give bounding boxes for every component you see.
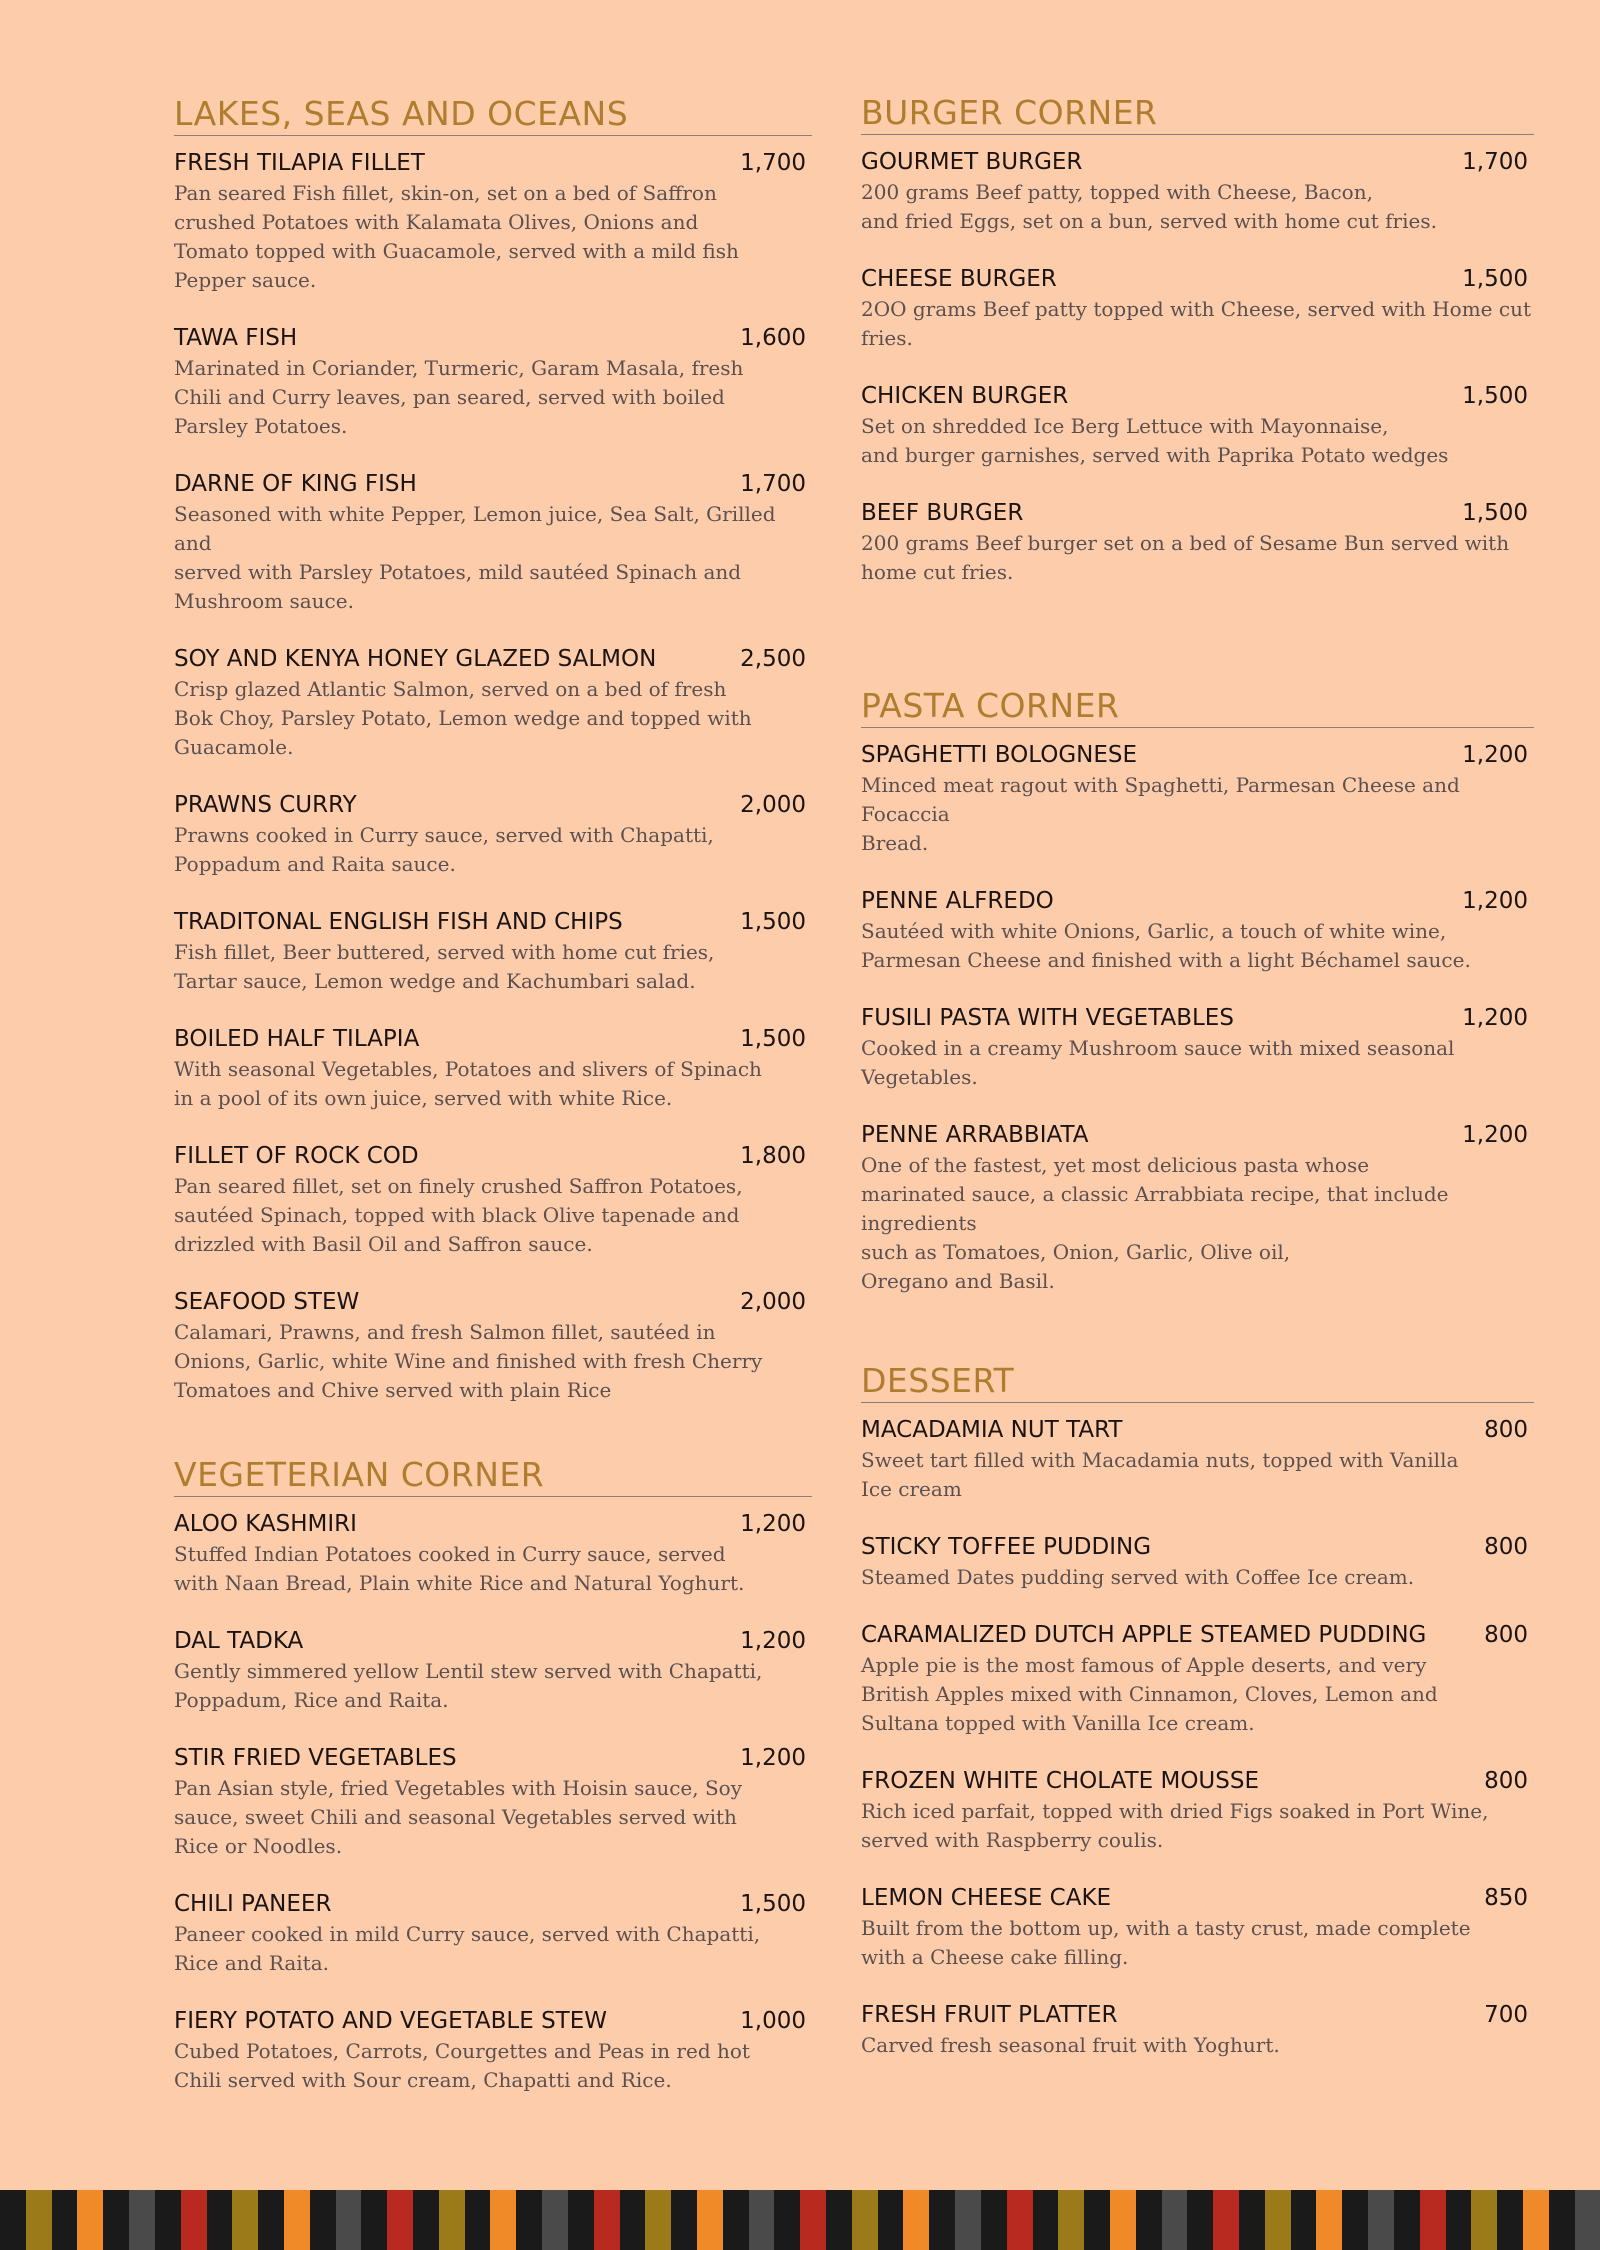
decorative-stripe-border bbox=[0, 2190, 1600, 2250]
stripe-segment bbox=[723, 2190, 749, 2250]
stripe-segment bbox=[697, 2190, 723, 2250]
stripe-segment bbox=[1136, 2190, 1162, 2250]
section-divider bbox=[861, 727, 1534, 728]
dish-name: SEAFOOD STEW bbox=[174, 1289, 360, 1315]
stripe-segment bbox=[1446, 2190, 1472, 2250]
section-title: BURGER CORNER bbox=[861, 93, 1158, 132]
menu-item-header bbox=[861, 381, 1534, 412]
stripe-segment bbox=[0, 2190, 26, 2250]
dish-price: 1,500 bbox=[740, 1891, 806, 1917]
dish-name: TAWA FISH bbox=[174, 325, 298, 351]
menu-item-header bbox=[861, 1883, 1534, 1914]
menu-item-header bbox=[174, 1743, 812, 1774]
stripe-segment bbox=[852, 2190, 878, 2250]
dish-description: 200 grams Beef patty, topped with Cheese, Bacon, and fried Eggs, set on a bun, served with home cut fries. bbox=[861, 180, 1437, 233]
menu-item bbox=[174, 148, 812, 295]
stripe-segment bbox=[1110, 2190, 1136, 2250]
dish-name: BOILED HALF TILAPIA bbox=[174, 1026, 420, 1052]
dish-name: FUSILI PASTA WITH VEGETABLES bbox=[861, 1005, 1234, 1031]
menu-item bbox=[174, 323, 812, 441]
stripe-segment bbox=[1007, 2190, 1033, 2250]
menu-item bbox=[861, 498, 1534, 587]
dish-name: SOY AND KENYA HONEY GLAZED SALMON bbox=[174, 646, 657, 672]
dish-price: 2,000 bbox=[740, 792, 806, 818]
stripe-segment bbox=[981, 2190, 1007, 2250]
dish-name: PENNE ALFREDO bbox=[861, 888, 1054, 914]
stripe-segment bbox=[1549, 2190, 1575, 2250]
menu-item-header bbox=[174, 2006, 812, 2037]
dish-description: Gently simmered yellow Lentil stew served with Chapatti, Poppadum, Rice and Raita. bbox=[174, 1659, 763, 1712]
dish-price: 1,500 bbox=[1462, 266, 1528, 292]
dish-description: Seasoned with white Pepper, Lemon juice, Sea Salt, Grilled and served with Parsley Potatoes, mild sautéed Spinach and Mushroom sauce. bbox=[174, 502, 776, 613]
stripe-segment bbox=[1291, 2190, 1317, 2250]
section-title: PASTA CORNER bbox=[861, 686, 1120, 725]
menu-item-header bbox=[174, 323, 812, 354]
dish-description: Calamari, Prawns, and fresh Salmon fillet, sautéed in Onions, Garlic, white Wine and finished with fresh Cherry Tomatoes and Chive served with plain Rice bbox=[174, 1320, 763, 1402]
dish-description: 2OO grams Beef patty topped with Cheese, served with Home cut fries. bbox=[861, 297, 1531, 350]
menu-item bbox=[174, 790, 812, 879]
dish-description: Set on shredded Ice Berg Lettuce with Mayonnaise, and burger garnishes, served with Paprika Potato wedges bbox=[861, 414, 1449, 467]
dish-name: DAL TADKA bbox=[174, 1628, 304, 1654]
menu-item bbox=[861, 740, 1534, 858]
dish-price: 800 bbox=[1484, 1534, 1528, 1560]
stripe-segment bbox=[1420, 2190, 1446, 2250]
menu-item-header bbox=[861, 2000, 1534, 2031]
dish-description: Crisp glazed Atlantic Salmon, served on a bed of fresh Bok Choy, Parsley Potato, Lemon wedge and topped with Guacamole. bbox=[174, 677, 752, 759]
dish-price: 1,500 bbox=[740, 1026, 806, 1052]
menu-item bbox=[174, 2006, 812, 2095]
dish-price: 2,500 bbox=[740, 646, 806, 672]
stripe-segment bbox=[258, 2190, 284, 2250]
dish-name: CHEESE BURGER bbox=[861, 266, 1057, 292]
dish-description: Steamed Dates pudding served with Coffee Ice cream. bbox=[861, 1565, 1415, 1589]
stripe-segment bbox=[645, 2190, 671, 2250]
menu-item-list bbox=[861, 740, 1534, 1296]
dish-price: 1,200 bbox=[1462, 888, 1528, 914]
dish-name: FRESH TILAPIA FILLET bbox=[174, 150, 425, 176]
stripe-segment bbox=[129, 2190, 155, 2250]
stripe-segment bbox=[155, 2190, 181, 2250]
menu-item bbox=[174, 1743, 812, 1861]
stripe-segment bbox=[103, 2190, 129, 2250]
dish-price: 1,700 bbox=[740, 150, 806, 176]
stripe-segment bbox=[490, 2190, 516, 2250]
stripe-segment bbox=[232, 2190, 258, 2250]
stripe-segment bbox=[336, 2190, 362, 2250]
stripe-segment bbox=[207, 2190, 233, 2250]
menu-item-header bbox=[861, 264, 1534, 295]
menu-item-header bbox=[861, 1766, 1534, 1797]
stripe-segment bbox=[671, 2190, 697, 2250]
stripe-segment bbox=[1368, 2190, 1394, 2250]
dish-name: DARNE OF KING FISH bbox=[174, 471, 417, 497]
dish-name: PRAWNS CURRY bbox=[174, 792, 357, 818]
menu-item-header bbox=[174, 469, 812, 500]
menu-item bbox=[861, 264, 1534, 353]
menu-item-header bbox=[861, 147, 1534, 178]
dish-name: PENNE ARRABBIATA bbox=[861, 1122, 1089, 1148]
menu-item bbox=[861, 1620, 1534, 1738]
dish-description: Built from the bottom up, with a tasty crust, made complete with a Cheese cake filling. bbox=[861, 1916, 1471, 1969]
dish-name: BEEF BURGER bbox=[861, 500, 1024, 526]
menu-item bbox=[174, 907, 812, 996]
dish-name: STICKY TOFFEE PUDDING bbox=[861, 1534, 1152, 1560]
dish-price: 1,200 bbox=[740, 1628, 806, 1654]
section-burger-corner bbox=[861, 92, 1534, 615]
menu-item-list bbox=[174, 148, 812, 1405]
menu-item bbox=[174, 469, 812, 616]
menu-item-header bbox=[174, 1626, 812, 1657]
stripe-segment bbox=[439, 2190, 465, 2250]
dish-description: Sweet tart filled with Macadamia nuts, topped with Vanilla Ice cream bbox=[861, 1448, 1459, 1501]
dish-description: 200 grams Beef burger set on a bed of Sesame Bun served with home cut fries. bbox=[861, 531, 1510, 584]
stripe-segment bbox=[1187, 2190, 1213, 2250]
menu-item bbox=[861, 1415, 1534, 1504]
dish-price: 800 bbox=[1484, 1417, 1528, 1443]
dish-price: 1,500 bbox=[740, 909, 806, 935]
dish-description: Marinated in Coriander, Turmeric, Garam Masala, fresh Chili and Curry leaves, pan seared, served with boiled Parsley Potatoes. bbox=[174, 356, 744, 438]
dish-price: 800 bbox=[1484, 1622, 1528, 1648]
menu-item-list bbox=[174, 1509, 812, 2095]
section-pasta-corner bbox=[861, 685, 1534, 1324]
menu-item-header bbox=[861, 886, 1534, 917]
dish-price: 850 bbox=[1484, 1885, 1528, 1911]
dish-price: 1,600 bbox=[740, 325, 806, 351]
menu-item-header bbox=[174, 1889, 812, 1920]
menu-item-header bbox=[174, 1141, 812, 1172]
stripe-segment bbox=[1316, 2190, 1342, 2250]
menu-item-list bbox=[861, 147, 1534, 587]
dish-description: Paneer cooked in mild Curry sauce, served with Chapatti, Rice and Raita. bbox=[174, 1922, 761, 1975]
menu-item bbox=[174, 1024, 812, 1113]
stripe-segment bbox=[1394, 2190, 1420, 2250]
section-divider bbox=[861, 134, 1534, 135]
menu-item-header bbox=[861, 740, 1534, 771]
menu-item bbox=[174, 1889, 812, 1978]
stripe-segment bbox=[1342, 2190, 1368, 2250]
dish-name: ALOO KASHMIRI bbox=[174, 1511, 357, 1537]
stripe-segment bbox=[516, 2190, 542, 2250]
menu-item-header bbox=[174, 148, 812, 179]
dish-price: 1,200 bbox=[740, 1745, 806, 1771]
dish-description: Apple pie is the most famous of Apple deserts, and very British Apples mixed with Cinnamon, Cloves, Lemon and Sultana topped with Vanilla Ice cream. bbox=[861, 1653, 1438, 1735]
menu-item bbox=[861, 1120, 1534, 1296]
dish-description: Stuffed Indian Potatoes cooked in Curry sauce, served with Naan Bread, Plain white Rice and Natural Yoghurt. bbox=[174, 1542, 745, 1595]
section-vegetarian-corner bbox=[174, 1454, 812, 2123]
dish-price: 800 bbox=[1484, 1768, 1528, 1794]
stripe-segment bbox=[387, 2190, 413, 2250]
stripe-segment bbox=[1471, 2190, 1497, 2250]
dish-name: FRESH FRUIT PLATTER bbox=[861, 2002, 1118, 2028]
dish-description: Carved fresh seasonal fruit with Yoghurt. bbox=[861, 2033, 1280, 2057]
stripe-segment bbox=[284, 2190, 310, 2250]
menu-item bbox=[861, 886, 1534, 975]
stripe-segment bbox=[594, 2190, 620, 2250]
dish-description: Cubed Potatoes, Carrots, Courgettes and Peas in red hot Chili served with Sour cream, Chapatti and Rice. bbox=[174, 2039, 750, 2092]
section-dessert bbox=[861, 1360, 1534, 2088]
menu-item bbox=[861, 1766, 1534, 1855]
dish-description: With seasonal Vegetables, Potatoes and slivers of Spinach in a pool of its own juice, served with white Rice. bbox=[174, 1057, 762, 1110]
section-title: VEGETERIAN CORNER bbox=[174, 1455, 545, 1494]
dish-description: Pan seared Fish fillet, skin-on, set on a bed of Saffron crushed Potatoes with Kalamata Olives, Onions and Tomato topped with Guacamole, served with a mild fish Pepper sauce. bbox=[174, 181, 739, 292]
dish-description: Cooked in a creamy Mushroom sauce with mixed seasonal Vegetables. bbox=[861, 1036, 1455, 1089]
menu-item bbox=[174, 1509, 812, 1598]
dish-description: Pan seared fillet, set on finely crushed Saffron Potatoes, sautéed Spinach, topped with black Olive tapenade and drizzled with Basil Oil and Saffron sauce. bbox=[174, 1174, 743, 1256]
dish-price: 1,200 bbox=[740, 1511, 806, 1537]
menu-item bbox=[174, 1141, 812, 1259]
section-title: DESSERT bbox=[861, 1361, 1015, 1400]
dish-price: 1,200 bbox=[1462, 1005, 1528, 1031]
stripe-segment bbox=[568, 2190, 594, 2250]
stripe-segment bbox=[465, 2190, 491, 2250]
menu-item bbox=[861, 381, 1534, 470]
menu-item-header bbox=[861, 498, 1534, 529]
stripe-segment bbox=[413, 2190, 439, 2250]
dish-description: Minced meat ragout with Spaghetti, Parmesan Cheese and Focaccia Bread. bbox=[861, 773, 1460, 855]
stripe-segment bbox=[1265, 2190, 1291, 2250]
menu-item-header bbox=[174, 907, 812, 938]
stripe-segment bbox=[1213, 2190, 1239, 2250]
menu-item-list bbox=[861, 1415, 1534, 2060]
stripe-segment bbox=[620, 2190, 646, 2250]
menu-item-header bbox=[174, 1509, 812, 1540]
stripe-segment bbox=[1084, 2190, 1110, 2250]
dish-name: FIERY POTATO AND VEGETABLE STEW bbox=[174, 2008, 608, 2034]
dish-price: 1,200 bbox=[1462, 742, 1528, 768]
menu-item-header bbox=[861, 1120, 1534, 1151]
dish-price: 1,500 bbox=[1462, 500, 1528, 526]
stripe-segment bbox=[1239, 2190, 1265, 2250]
dish-price: 1,800 bbox=[740, 1143, 806, 1169]
dish-name: STIR FRIED VEGETABLES bbox=[174, 1745, 457, 1771]
menu-item-header bbox=[174, 790, 812, 821]
stripe-segment bbox=[77, 2190, 103, 2250]
dish-name: CARAMALIZED DUTCH APPLE STEAMED PUDDING bbox=[861, 1622, 1427, 1648]
stripe-segment bbox=[52, 2190, 78, 2250]
dish-description: Rich iced parfait, topped with dried Figs soaked in Port Wine, served with Raspberry coulis. bbox=[861, 1799, 1489, 1852]
menu-item-header bbox=[174, 644, 812, 675]
menu-item-header bbox=[861, 1532, 1534, 1563]
dish-name: CHILI PANEER bbox=[174, 1891, 332, 1917]
dish-price: 1,200 bbox=[1462, 1122, 1528, 1148]
stripe-segment bbox=[310, 2190, 336, 2250]
stripe-segment bbox=[955, 2190, 981, 2250]
stripe-segment bbox=[800, 2190, 826, 2250]
dish-price: 1,700 bbox=[740, 471, 806, 497]
stripe-segment bbox=[181, 2190, 207, 2250]
menu-item-header bbox=[861, 1003, 1534, 1034]
stripe-segment bbox=[1497, 2190, 1523, 2250]
section-divider bbox=[174, 135, 812, 136]
dish-name: CHICKEN BURGER bbox=[861, 383, 1069, 409]
stripe-segment bbox=[749, 2190, 775, 2250]
dish-name: MACADAMIA NUT TART bbox=[861, 1417, 1123, 1443]
stripe-segment bbox=[1033, 2190, 1059, 2250]
dish-description: Fish fillet, Beer buttered, served with home cut fries, Tartar sauce, Lemon wedge and Kachumbari salad. bbox=[174, 940, 715, 993]
dish-name: GOURMET BURGER bbox=[861, 149, 1083, 175]
section-title: LAKES, SEAS AND OCEANS bbox=[174, 94, 629, 133]
dish-description: Pan Asian style, fried Vegetables with Hoisin sauce, Soy sauce, sweet Chili and seasonal Vegetables served with Rice or Noodles. bbox=[174, 1776, 743, 1858]
dish-name: SPAGHETTI BOLOGNESE bbox=[861, 742, 1138, 768]
stripe-segment bbox=[1575, 2190, 1600, 2250]
dish-price: 700 bbox=[1484, 2002, 1528, 2028]
menu-item bbox=[861, 1532, 1534, 1592]
stripe-segment bbox=[542, 2190, 568, 2250]
menu-item-header bbox=[174, 1287, 812, 1318]
dish-description: One of the fastest, yet most delicious pasta whose marinated sauce, a classic Arrabbiata recipe, that include ingredients such as Tomatoes, Onion, Garlic, Olive oil, Oregano and Basil. bbox=[861, 1153, 1449, 1293]
dish-name: FILLET OF ROCK COD bbox=[174, 1143, 419, 1169]
stripe-segment bbox=[774, 2190, 800, 2250]
menu-item bbox=[174, 1626, 812, 1715]
section-lakes-seas-oceans bbox=[174, 93, 812, 1433]
menu-item bbox=[861, 2000, 1534, 2060]
dish-name: TRADITONAL ENGLISH FISH AND CHIPS bbox=[174, 909, 623, 935]
dish-name: LEMON CHEESE CAKE bbox=[861, 1885, 1112, 1911]
section-divider bbox=[861, 1402, 1534, 1403]
menu-item bbox=[861, 147, 1534, 236]
stripe-segment bbox=[903, 2190, 929, 2250]
stripe-segment bbox=[26, 2190, 52, 2250]
stripe-segment bbox=[878, 2190, 904, 2250]
menu-item bbox=[861, 1003, 1534, 1092]
dish-description: Prawns cooked in Curry sauce, served with Chapatti, Poppadum and Raita sauce. bbox=[174, 823, 714, 876]
dish-price: 1,500 bbox=[1462, 383, 1528, 409]
stripe-segment bbox=[1162, 2190, 1188, 2250]
menu-item bbox=[174, 1287, 812, 1405]
dish-price: 1,700 bbox=[1462, 149, 1528, 175]
menu-item bbox=[861, 1883, 1534, 1972]
stripe-segment bbox=[361, 2190, 387, 2250]
stripe-segment bbox=[1058, 2190, 1084, 2250]
section-divider bbox=[174, 1496, 812, 1497]
dish-price: 2,000 bbox=[740, 1289, 806, 1315]
dish-name: FROZEN WHITE CHOLATE MOUSSE bbox=[861, 1768, 1259, 1794]
stripe-segment bbox=[826, 2190, 852, 2250]
dish-description: Sautéed with white Onions, Garlic, a touch of white wine, Parmesan Cheese and finished with a light Béchamel sauce. bbox=[861, 919, 1471, 972]
stripe-segment bbox=[929, 2190, 955, 2250]
stripe-segment bbox=[1523, 2190, 1549, 2250]
dish-price: 1,000 bbox=[740, 2008, 806, 2034]
menu-item-header bbox=[174, 1024, 812, 1055]
menu-item bbox=[174, 644, 812, 762]
menu-item-header bbox=[861, 1620, 1534, 1651]
menu-item-header bbox=[861, 1415, 1534, 1446]
